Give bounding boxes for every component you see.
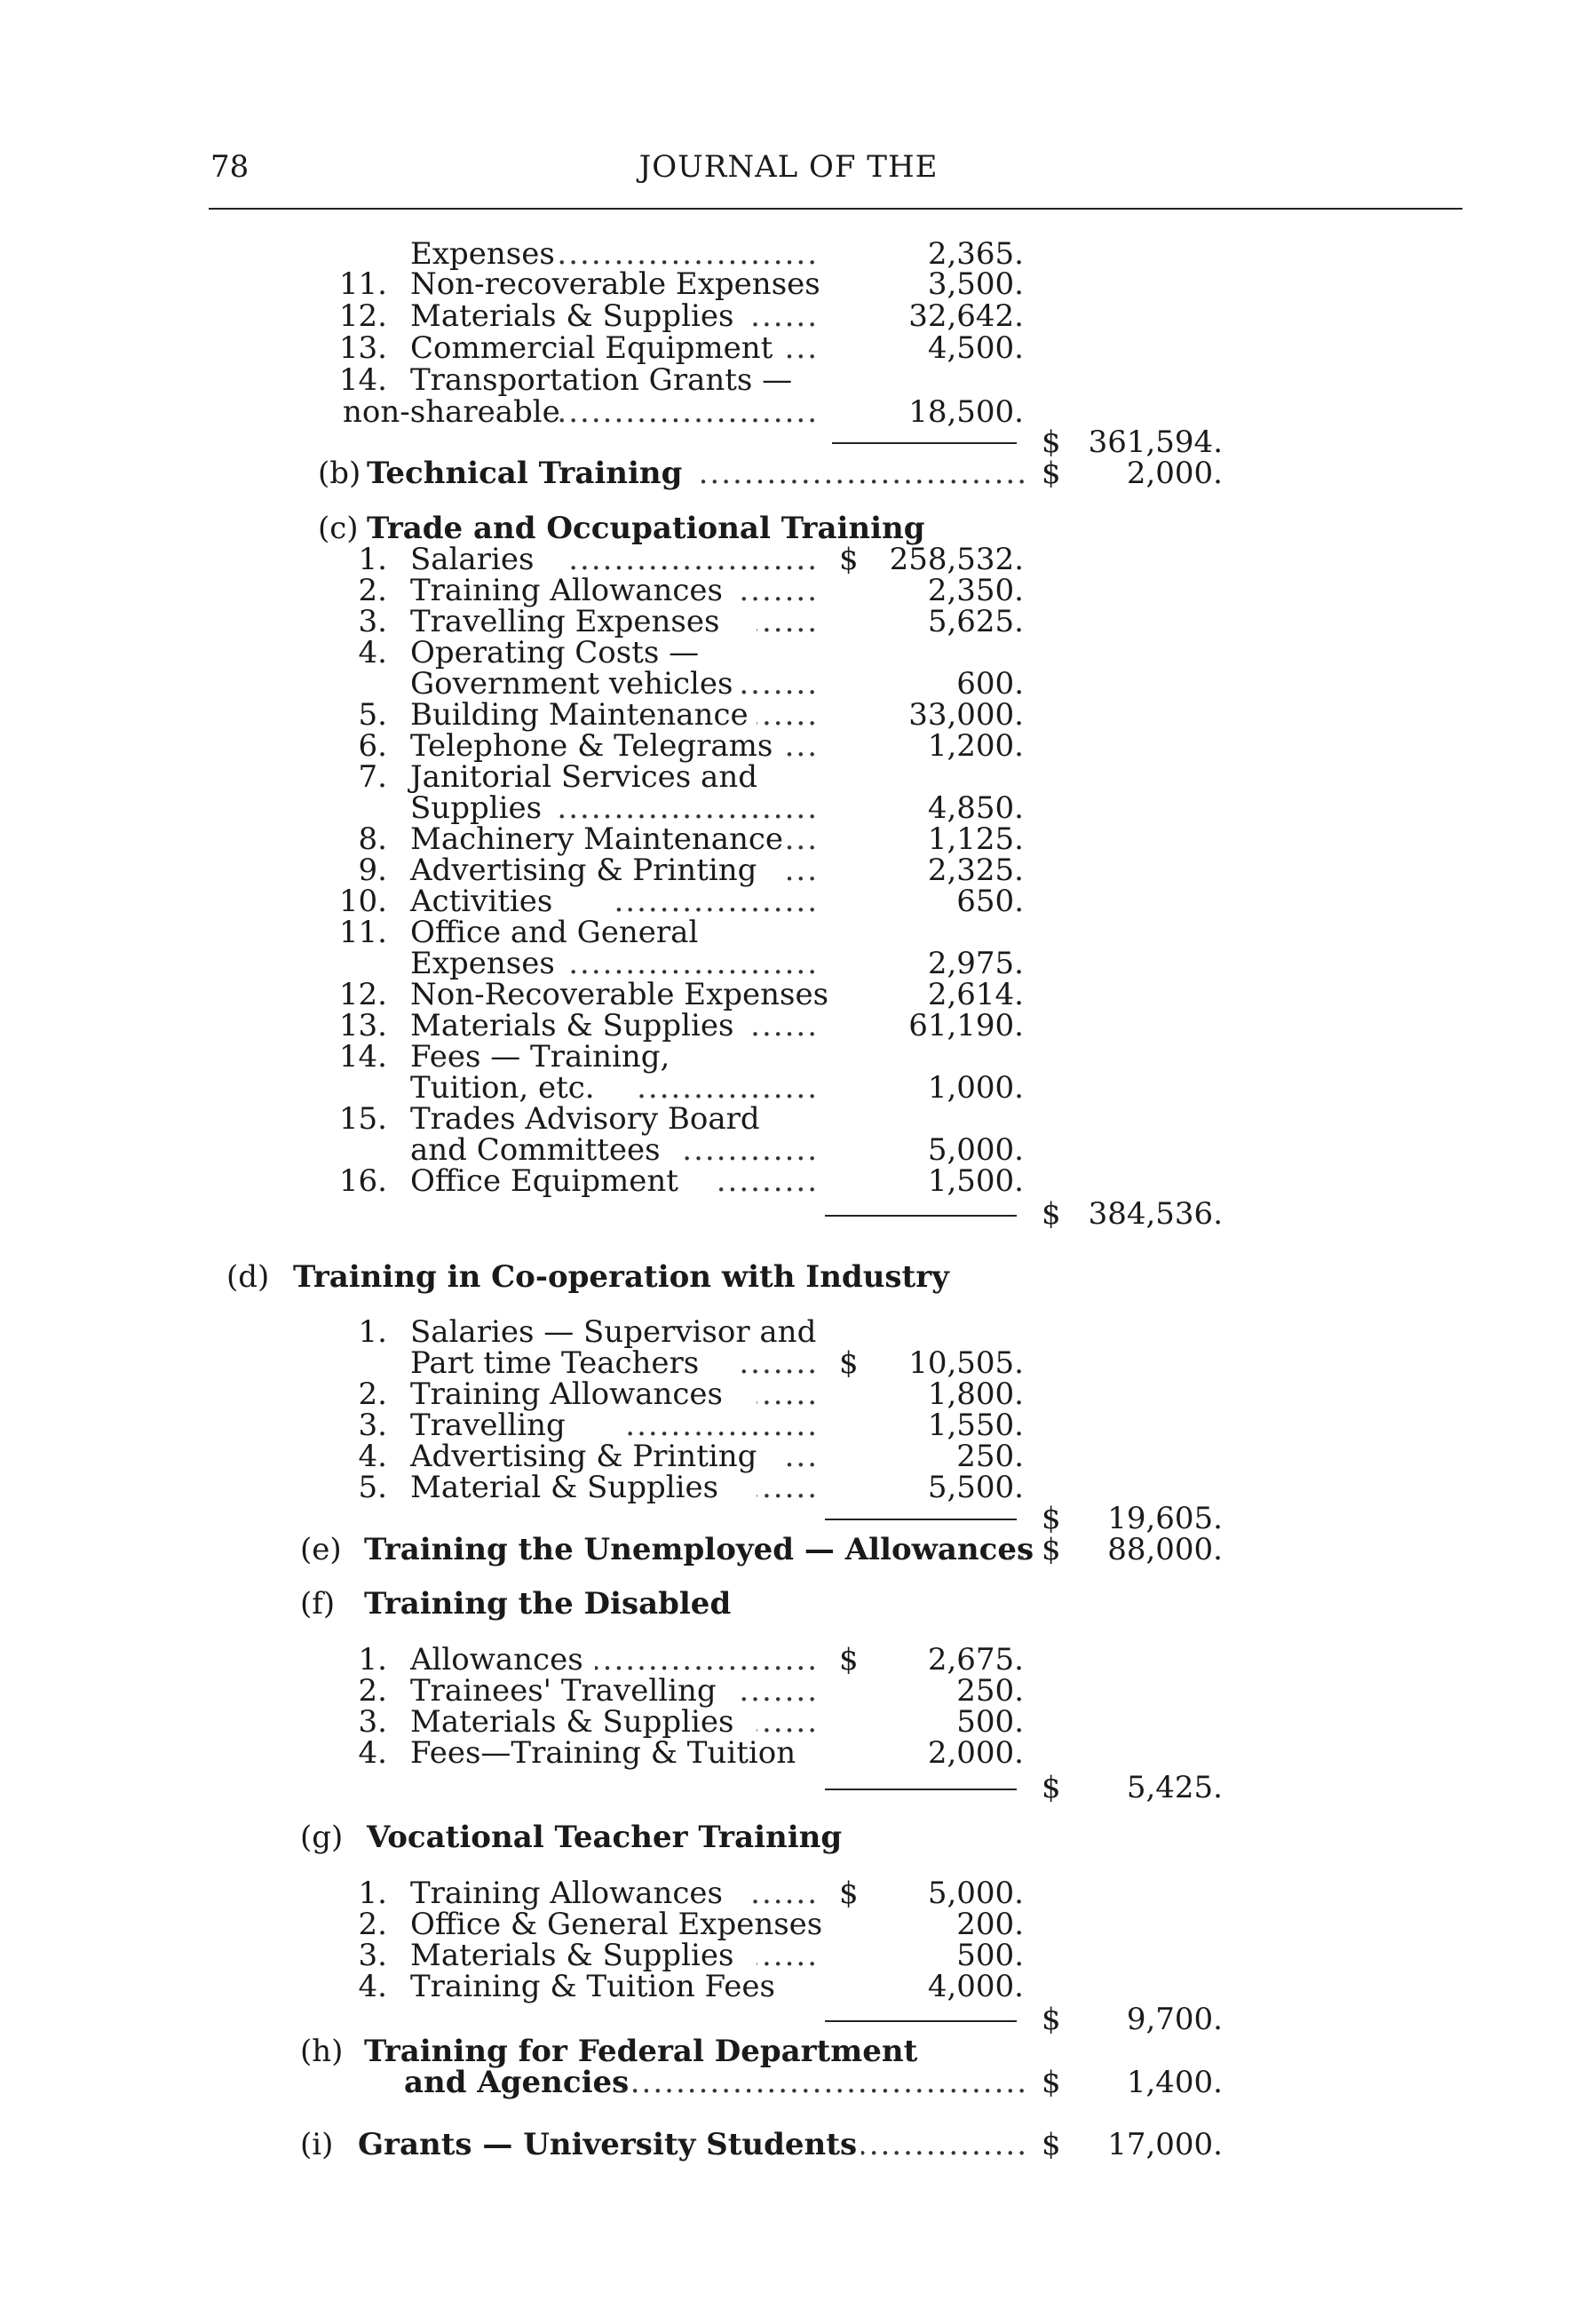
section-b: (b) Technical Training ..... $ 2,000. [0, 457, 1577, 489]
list-item: 5. Material & Supplies ..... 5,500. [0, 1471, 1577, 1503]
section-heading: (g) Vocational Teacher Training [300, 1820, 843, 1855]
list-item: 7. Janitorial Services and [358, 759, 757, 795]
list-item: 13. Commercial Equipment ..... 4,500. [0, 332, 1577, 364]
list-item: 1. Training Allowances ..... $ 5,000. [0, 1877, 1577, 1909]
section-heading: (d) Training in Co-operation with Industry [226, 1259, 949, 1295]
section-total: $ 384,536. [1042, 1196, 1223, 1232]
section-total: $ 5,425. [1042, 1770, 1223, 1805]
list-item: 4. Operating Costs — [358, 635, 700, 670]
list-item: 2. Training Allowances ..... 2,350. [0, 575, 1577, 607]
section-total: $ 9,700. [1042, 2002, 1223, 2037]
list-item: 13. Materials & Supplies ..... 61,190. [0, 1010, 1577, 1042]
section-heading-cont: and Agencies ..... $ 1,400. [0, 2066, 1577, 2098]
list-item: and Committees ..... 5,000. [0, 1134, 1577, 1166]
list-item: 10. Activities ..... 650. [0, 885, 1577, 917]
list-item: Tuition, etc. ..... 1,000. [0, 1072, 1577, 1104]
list-item: 4. Training & Tuition Fees 4,000. [358, 1969, 1024, 2004]
list-item: 4. Advertising & Printing ..... 250. [0, 1440, 1577, 1472]
page-number: 78 [210, 149, 250, 185]
section-total: $ 19,605. [1042, 1501, 1223, 1536]
list-item: 2. Office & General Expenses 200. [358, 1907, 1024, 1942]
list-item: 1. Salaries ..... $ 258,532. [0, 543, 1577, 575]
header-rule [209, 208, 1462, 210]
list-item: 1. Allowances ..... $ 2,675. [0, 1644, 1577, 1676]
list-item: Expenses ..... 2,365. [0, 238, 1577, 270]
running-head: JOURNAL OF THE [638, 149, 939, 185]
list-item: 3. Materials & Supplies ..... 500. [0, 1706, 1577, 1738]
list-item: 12. Non-Recoverable Expenses 2,614. [338, 977, 1024, 1012]
list-item: 3. Travelling Expenses ..... 5,625. [0, 606, 1577, 638]
list-item: 2. Training Allowances ..... 1,800. [0, 1378, 1577, 1410]
list-item: Expenses ..... 2,975. [0, 948, 1577, 980]
page-header [0, 149, 1577, 190]
section-heading: (f) Training the Disabled [300, 1586, 732, 1622]
section-e: (e) Training the Unemployed — Allowances ..... $ 88,000. [0, 1534, 1577, 1566]
section-heading: (h) Training for Federal Department [300, 2034, 918, 2069]
list-item: Supplies ..... 4,850. [0, 792, 1577, 824]
list-item: 15. Trades Advisory Board [338, 1101, 760, 1137]
list-item: 1. Salaries — Supervisor and [358, 1314, 817, 1350]
list-item: 9. Advertising & Printing ..... 2,325. [0, 854, 1577, 886]
list-item: 12. Materials & Supplies ..... 32,642. [0, 300, 1577, 332]
list-item: non-shareable ..... 18,500. [0, 396, 1577, 428]
list-item: Government vehicles ..... 600. [0, 668, 1577, 700]
list-item: 8. Machinery Maintenance ..... 1,125. [0, 823, 1577, 855]
list-item: 14. Fees — Training, [338, 1039, 670, 1075]
list-item: 2. Trainees' Travelling ..... 250. [0, 1675, 1577, 1707]
list-item: 11. Office and General [338, 915, 699, 950]
section-heading: (c) Trade and Occupational Training [318, 511, 925, 546]
list-item: 4. Fees—Training & Tuition 2,000. [358, 1735, 1024, 1771]
list-item: 11. Non-recoverable Expenses 3,500. [338, 266, 1024, 302]
list-item: Part time Teachers ..... $ 10,505. [0, 1347, 1577, 1379]
section-total: $ 361,594. [1042, 424, 1223, 460]
list-item: 3. Materials & Supplies ..... 500. [0, 1939, 1577, 1971]
list-item: 6. Telephone & Telegrams ..... 1,200. [0, 730, 1577, 762]
list-item: 14. Transportation Grants — [338, 362, 793, 398]
section-i: (i) Grants — University Students ..... $ 17,000. [0, 2129, 1577, 2161]
list-item: 3. Travelling ..... 1,550. [0, 1409, 1577, 1441]
list-item: 5. Building Maintenance ..... 33,000. [0, 699, 1577, 731]
list-item: 16. Office Equipment ..... 1,500. [0, 1165, 1577, 1197]
